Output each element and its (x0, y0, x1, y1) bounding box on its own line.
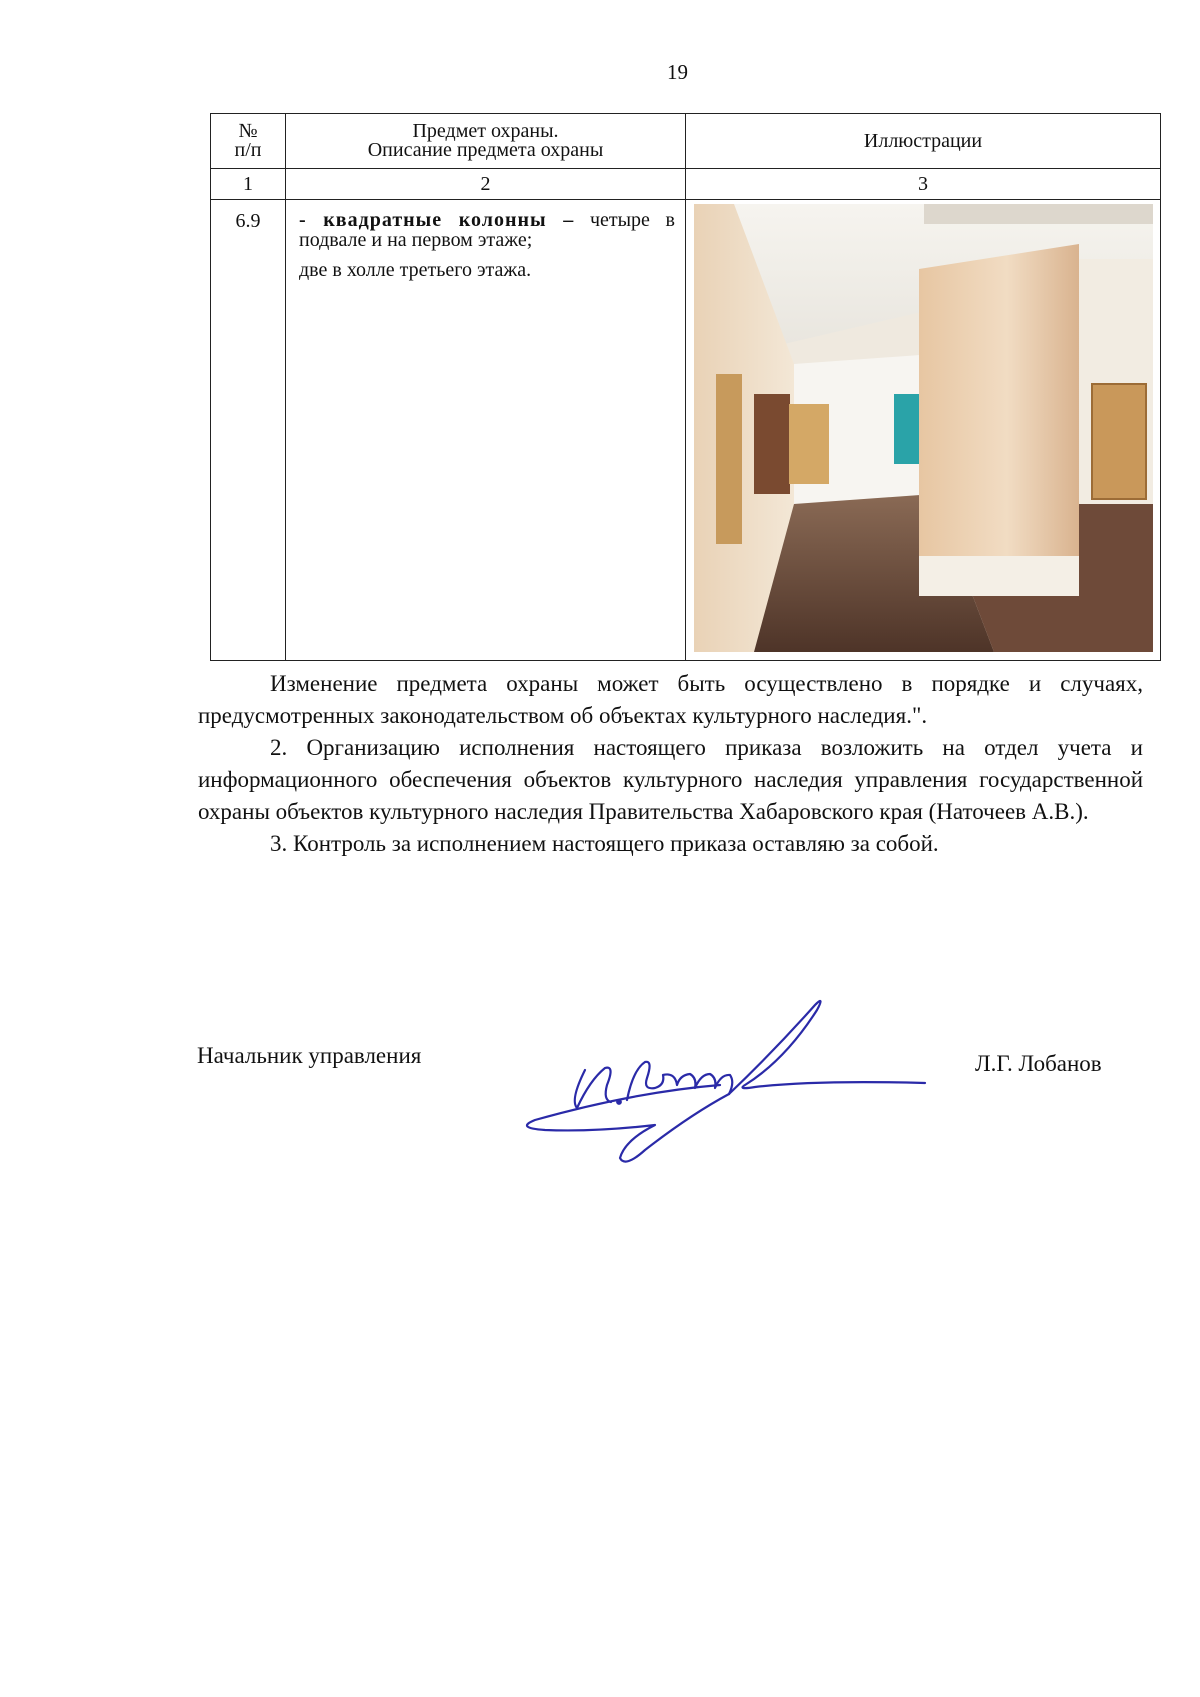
paragraph-organization: 2. Организацию исполнения настоящего приказа возложить на отдел учета и информационного обеспечения объектов культурного наследия управления государственной охраны объектов культурного наследия Правительства Хабаровского края (Наточеев А.В.). (198, 735, 1143, 824)
description-continuation: четыре в подвале и на первом этаже; (299, 209, 675, 251)
column-number-1: 1 (211, 169, 286, 200)
row-description (286, 200, 686, 661)
header-number-symbol: № (238, 120, 258, 142)
signatory-name: Л.Г. Лобанов (975, 1051, 1102, 1076)
header-illustrations-cell: Иллюстрации (686, 114, 1161, 169)
column-number-2: 2 (286, 169, 686, 200)
paragraph-control: 3. Контроль за исполнением настоящего приказа оставляю за собой. (270, 831, 939, 856)
signatory-title: Начальник управления (197, 1043, 422, 1068)
description-second-line: две в холле третьего этажа. (299, 259, 532, 281)
header-subject-line1: Предмет охраны. (412, 120, 559, 142)
protection-subject-table (210, 113, 1161, 661)
table-header-row (211, 114, 1161, 169)
description-first-line (299, 210, 675, 250)
page-number: 19 (667, 60, 688, 84)
hall-photo (694, 204, 1153, 652)
header-number-cell (211, 114, 286, 169)
handwritten-signature (515, 990, 930, 1165)
row-number: 6.9 (211, 200, 286, 661)
paragraph-amendment: Изменение предмета охраны может быть осуществлено в порядке и случаях, предусмотренных законодательством об объектах культурного наследия.". (198, 671, 1143, 728)
illustration-cell (686, 200, 1161, 661)
body-text (198, 668, 1143, 860)
column-number-row (211, 169, 1161, 200)
header-subject-line2: Описание предмета охраны (367, 139, 604, 161)
table-row (211, 200, 1161, 661)
description-bold-lead: - квадратные колонны – (299, 209, 575, 231)
header-subject-cell (286, 114, 686, 169)
header-number-label: п/п (234, 139, 262, 161)
column-number-3: 3 (686, 169, 1161, 200)
